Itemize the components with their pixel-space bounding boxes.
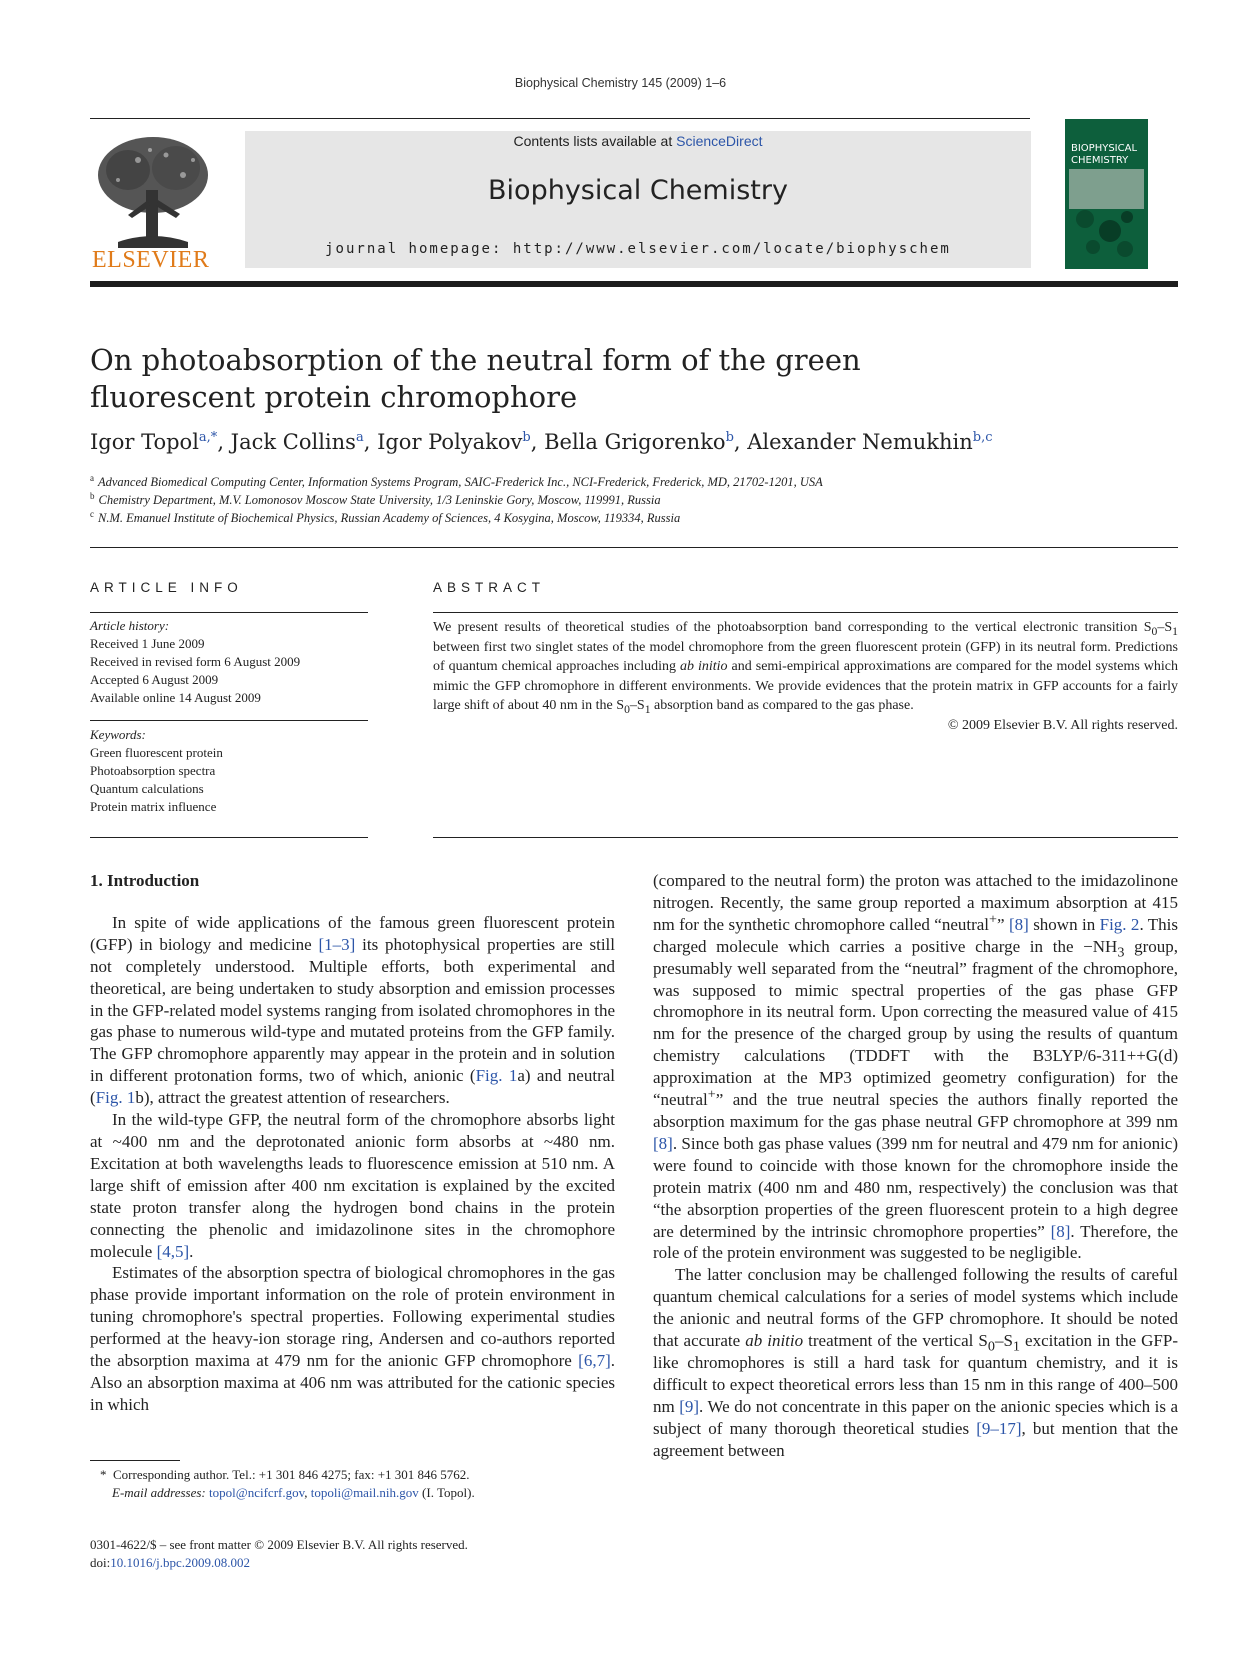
history-item: Received 1 June 2009: [90, 636, 205, 651]
journal-banner: [245, 131, 1031, 268]
paragraph: In the wild-type GFP, the neutral form of the chromophore absorbs light at ~400 nm and the deprotonated anionic form absorbs at ~480 nm. Excitation at both wavelengths leads to fluorescence emission at 510 nm. A large shift of emission after 400 nm excitation is explained by the excited state proton transfer along the hydrogen bond chains in the protein connecting the phenolic and imidazolinone sites in the chromophore molecule [4,5].: [90, 1110, 615, 1261]
article-info-heading: ARTICLE INFO: [90, 580, 243, 595]
figure-link[interactable]: Fig. 2: [1099, 914, 1140, 934]
citation-link[interactable]: [8]: [653, 1133, 673, 1153]
author: Bella Grigorenko: [544, 430, 726, 454]
author-affil-mark[interactable]: b,c: [972, 430, 993, 445]
keyword: Quantum calculations: [90, 781, 204, 796]
paragraph: The latter conclusion may be challenged following the results of careful quantum chemical calculations for a series of model systems which include the anionic and neutral forms of the GFP chromophore. It should be noted that accurate ab initio treatment of the vertical $S_0-S_1$ excitation in the GFP-like chromophores is still a hard task for quantum chemistry, and it is difficult to expect theoretical errors less than 15 nm in this range of 400–500 nm [9]. We do not concentrate in this paper on the anionic species which is a subject of many thorough theoretical studies [9–17], but mention that the agreement between: [653, 1265, 1178, 1460]
citation-link[interactable]: [6,7]: [578, 1351, 611, 1371]
issn-line: 0301-4622/$ – see front matter © 2009 Elsevier B.V. All rights reserved.: [90, 1537, 468, 1552]
keyword: Protein matrix influence: [90, 799, 217, 814]
history-item: Received in revised form 6 August 2009: [90, 654, 301, 669]
author-affil-mark[interactable]: a,*: [198, 430, 218, 445]
abstract-heading: ABSTRACT: [433, 580, 546, 595]
article-info-rule: [90, 612, 368, 613]
author: Igor Topol: [90, 430, 199, 454]
author: Alexander Nemukhin: [747, 430, 973, 454]
doi-line: doi:10.1016/j.bpc.2009.08.002: [90, 1555, 250, 1570]
copyright: © 2009 Elsevier B.V. All rights reserved.: [947, 717, 1178, 733]
sciencedirect-link[interactable]: ScienceDirect: [676, 133, 763, 149]
citation-link[interactable]: [9]: [679, 1396, 700, 1416]
history-item: Available online 14 August 2009: [90, 690, 261, 705]
article-history: Article history: Received 1 June 2009 Received in revised form 6 August 2009 Accepted 6 August 2009 Available online 14 August 2009: [90, 617, 370, 707]
affiliations: [90, 473, 1178, 527]
keywords: Keywords: Green fluorescent protein Photoabsorption spectra Quantum calculations Protein matrix influence: [90, 726, 370, 816]
figure-link[interactable]: Fig. 1: [475, 1066, 518, 1086]
figure-link[interactable]: Fig. 1: [95, 1088, 136, 1108]
abstract-bottom-rule: [433, 837, 1178, 838]
keyword: Photoabsorption spectra: [90, 763, 216, 778]
citation-link[interactable]: [1–3]: [318, 934, 356, 954]
article-title: On photoabsorption of the neutral form of the green fluorescent protein chromophore: [90, 343, 861, 414]
author-affil-mark[interactable]: a: [355, 430, 364, 445]
journal-cover-thumbnail: [1065, 119, 1148, 269]
author: Igor Polyakov: [377, 430, 523, 454]
cover-graphic: [1065, 119, 1148, 269]
citation-link[interactable]: [8]: [1008, 914, 1029, 934]
author: Jack Collins: [230, 430, 356, 454]
history-item: Accepted 6 August 2009: [90, 672, 219, 687]
doi-link[interactable]: 10.1016/j.bpc.2009.08.002: [110, 1555, 250, 1570]
journal-title: Biophysical Chemistry: [488, 175, 788, 206]
keywords-rule: [90, 720, 368, 721]
author-affil-mark[interactable]: b: [725, 430, 734, 445]
citation-link[interactable]: [4,5]: [156, 1241, 190, 1261]
article-info-bottom-rule: [90, 837, 368, 838]
paragraph: In spite of wide applications of the famous green fluorescent protein (GFP) in biology and medicine [1–3] its photophysical properties are still not completely understood. Multiple efforts, both experimental and theoretical, are being undertaken to study absorption and emission processes in the GFP-related model systems ranging from isolated chromophores in the gas phase to numerous wild-type and mutated proteins from the GFP family. The GFP chromophore apparently may appear in the protein and in solution in different protonation forms, two of which, anionic (Fig. 1a) and neutral (Fig. 1b), attract the greatest attention of researchers.: [90, 912, 616, 1108]
header-thick-rule: [90, 281, 1178, 287]
paragraph: (compared to the neutral form) the proton was attached to the imidazolinone nitrogen. Recently, the same group reported a maximum absorption at 415 nm for the synthetic chromophore called “neutral+” [8] shown in Fig. 2. This charged molecule which carries a positive charge in the $-NH_3$ group, presumably well separated from the “neutral” fragment of the chromophore, was supposed to mimic spectral properties of the gas phase GFP chromophore in its neutral form. Upon correcting the measured value of 415 nm for the presence of the charged group by using the results of quantum chemistry calculations (TDDFT with the B3LYP/6-311++G(d) approximation at the MP3 optimized geometry configuration) for the “neutral+” and the true neutral species the authors finally reported the absorption maximum for the gas phase neutral GFP chromophore at 399 nm [8]. Since both gas phase values (399 nm for neutral and 479 nm for anionic) were found to coincide with those known for the chromophore inside the protein matrix (400 nm and 480 nm, respectively) the conclusion was that “the absorption properties of the green fluorescent protein to a high degree are determined by the intrinsic chromophore properties” [8]. Therefore, the role of the protein environment was suggested to be negligible.: [653, 871, 1179, 1263]
citation-link[interactable]: [8]: [1050, 1221, 1071, 1241]
affiliation: $^c$ N.M. Emanuel Institute of Biochemical Physics, Russian Academy of Sciences, 4 Kosygina, Moscow, 119334, Russia: [90, 508, 681, 525]
journal-homepage[interactable]: journal homepage: http://www.elsevier.com/locate/biophyschem: [325, 241, 951, 257]
abstract-text: We present results of theoretical studies of the photoabsorption band corresponding to the vertical electronic transition $S_0-S_1$ between first two singlet states of the model chromophore from the green fluorescent protein (GFP) in its neutral form. Predictions of quantum chemical approaches including ab initio and semi-empirical approximations are compared for the model systems which mimic the GFP chromophore in different environments. We provide evidences that the protein matrix in GFP accounts for a fairly large shift of about 40 nm in the $S_0-S_1$ absorption band as compared to the gas phase. © 2009 Elsevier B.V. All rights reserved.: [433, 618, 1178, 735]
body-column-right: [653, 870, 1178, 1461]
contents-line: Contents lists available at ScienceDirect: [513, 133, 763, 149]
section-title: 1. Introduction: [90, 871, 200, 890]
email-link[interactable]: topol@ncifcrf.gov: [209, 1485, 305, 1500]
abstract-rule: [433, 612, 1178, 613]
affiliation-rule: [90, 547, 1178, 548]
corresponding-author-footnote: * Corresponding author. Tel.: +1 301 846 4275; fax: +1 301 846 5762. E-mail addresses: topol@ncifcrf.gov, topoli@mail.nih.gov (I. Topol).: [100, 1467, 475, 1500]
cover-title: BIOPHYSICAL CHEMISTRY: [1071, 143, 1138, 166]
body-column-left: [90, 870, 615, 1416]
keyword: Green fluorescent protein: [90, 745, 223, 760]
author-list: Igor Topol$^{a,*}$, Jack Collins$^a$, Igor Polyakov$^b$, Bella Grigorenko$^b$, Alexander Nemukhin$^{b,c}$: [90, 430, 993, 454]
paragraph: Estimates of the absorption spectra of biological chromophores in the gas phase provide important information on the role of protein environment in tuning chromophore's spectral properties. Following experimental studies performed at the heavy-ion storage ring, Andersen and co-authors reported the absorption maxima at 479 nm for the anionic GFP chromophore [6,7]. Also an absorption maxima at 406 nm was attributed for the cationic species in which: [90, 1263, 615, 1414]
author-affil-mark[interactable]: b: [522, 430, 531, 445]
header-top-rule: [90, 118, 1030, 119]
issn-doi: [90, 1536, 650, 1572]
citation-link[interactable]: [9–17]: [976, 1418, 1022, 1438]
email-link[interactable]: topoli@mail.nih.gov: [310, 1485, 419, 1500]
running-head: Biophysical Chemistry 145 (2009) 1–6: [514, 76, 727, 90]
elsevier-wordmark: ELSEVIER: [92, 247, 210, 273]
footnote-rule: [90, 1460, 180, 1461]
affiliation: $^b$ Chemistry Department, M.V. Lomonosov Moscow State University, 1/3 Leninskie Gory, Moscow, 119991, Russia: [90, 490, 661, 507]
affiliation: $^a$ Advanced Biomedical Computing Center, Information Systems Program, SAIC-Frederick Inc., NCI-Frederick, Frederick, MD, 21702-1201, USA: [90, 472, 823, 489]
